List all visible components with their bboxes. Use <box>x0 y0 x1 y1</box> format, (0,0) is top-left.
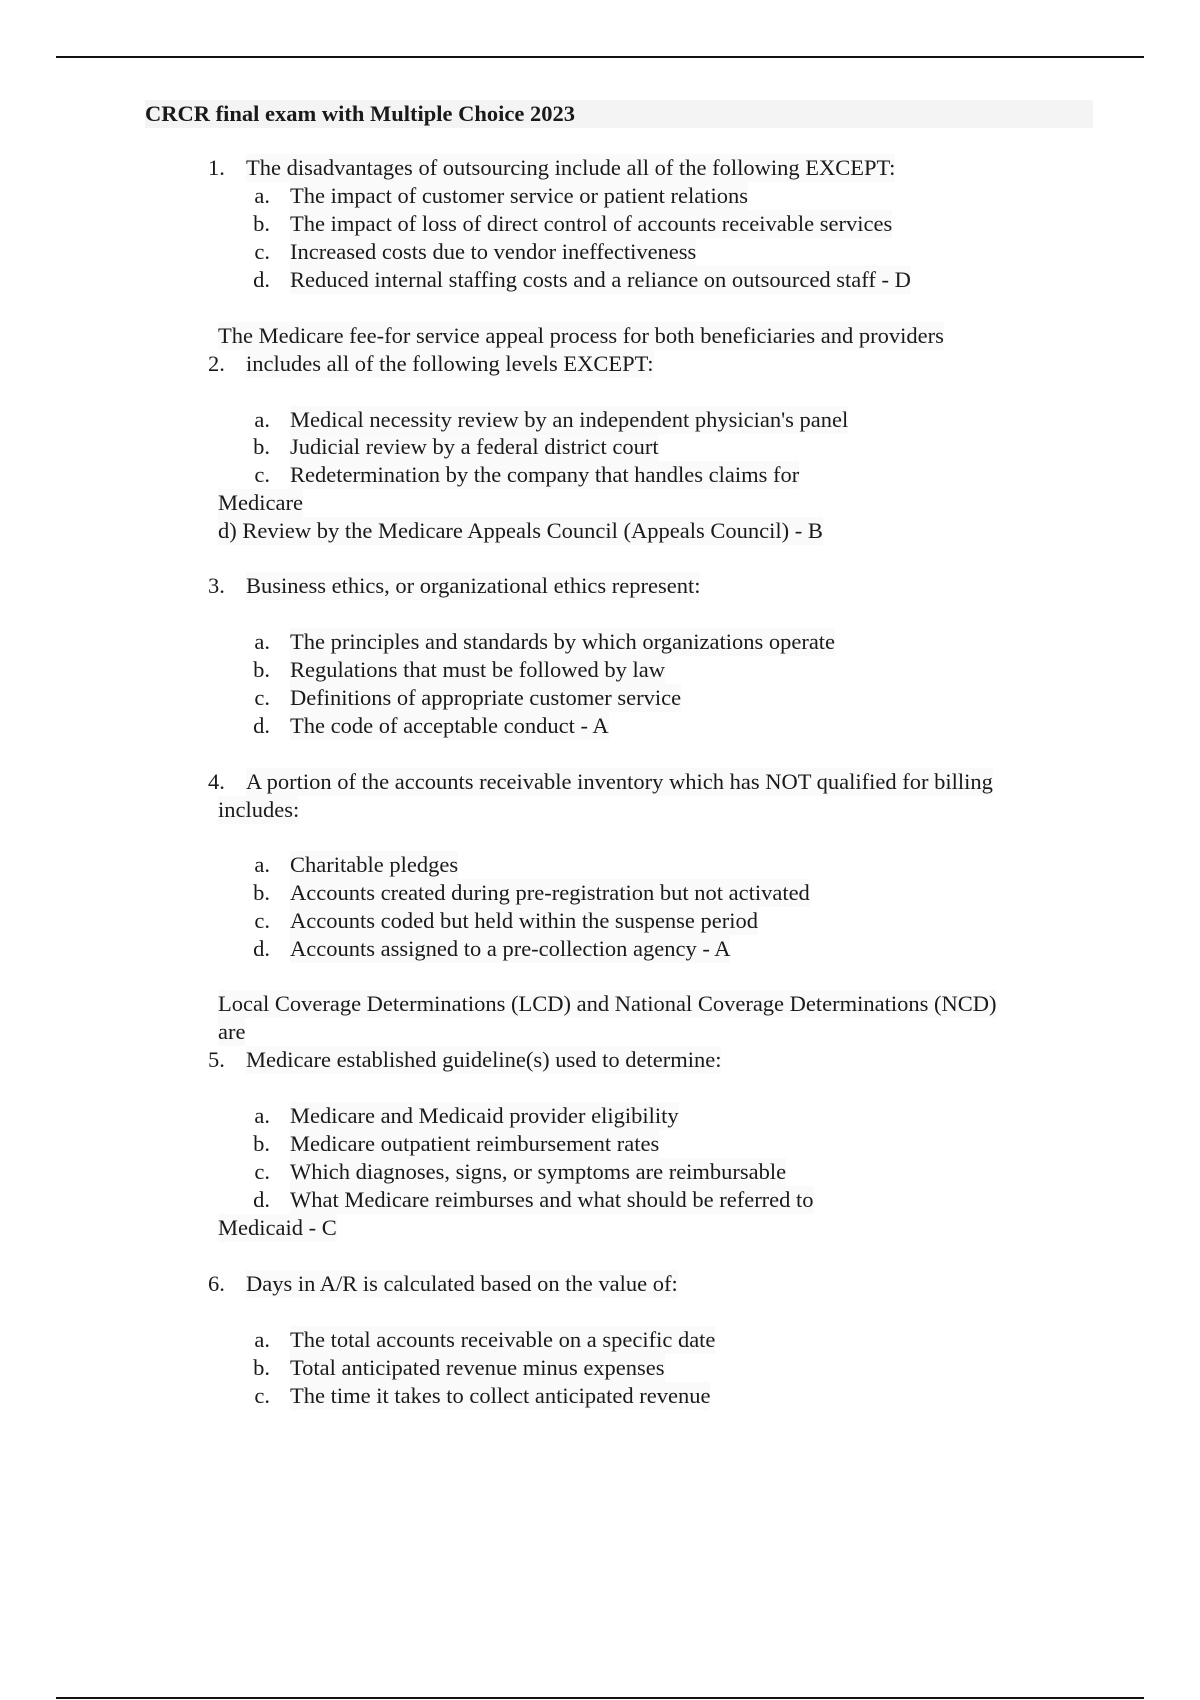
q3-stem: Business ethics, or organizational ethics represent: <box>246 573 701 598</box>
q1-option-d-letter: d. <box>253 267 270 292</box>
q5-number: 5. <box>208 1047 225 1072</box>
q3-option-a-letter: a. <box>254 629 270 654</box>
q4-stem-continuation: includes: <box>218 797 300 822</box>
q2-option-b: Judicial review by a federal district court <box>290 434 659 459</box>
document-title: CRCR final exam with Multiple Choice 2023 <box>145 100 1093 128</box>
q2-number: 2. <box>208 351 225 376</box>
q1-option-b-letter: b. <box>253 211 270 236</box>
q1-option-b: The impact of loss of direct control of accounts receivable services <box>290 211 893 236</box>
q3-option-b-letter: b. <box>253 657 270 682</box>
q2-option-c-continuation: Medicare <box>218 490 303 515</box>
q6-stem: Days in A/R is calculated based on the value of: <box>246 1271 678 1296</box>
q4-option-c-letter: c. <box>254 908 270 933</box>
q4-option-d: Accounts assigned to a pre-collection agency - A <box>290 936 731 961</box>
q5-option-d-letter: d. <box>253 1187 270 1212</box>
q4-option-a: Charitable pledges <box>290 852 459 877</box>
q6-option-b-letter: b. <box>253 1355 270 1380</box>
q1-option-d: Reduced internal staffing costs and a reliance on outsourced staff - D <box>290 267 911 292</box>
q1-option-a: The impact of customer service or patient relations <box>290 183 748 208</box>
q4-option-b: Accounts created during pre-registration but not activated <box>290 880 810 905</box>
q5-option-d: What Medicare reimburses and what should be referred to <box>290 1187 814 1212</box>
bottom-rule <box>56 1697 1144 1699</box>
q6-number: 6. <box>208 1271 225 1296</box>
q2-option-a: Medical necessity review by an independent physician's panel <box>290 407 849 432</box>
q5-option-d-continuation: Medicaid - C <box>218 1215 337 1240</box>
q6-option-c: The time it takes to collect anticipated revenue <box>290 1383 711 1408</box>
q4-option-b-letter: b. <box>253 880 270 905</box>
q4-stem: A portion of the accounts receivable inventory which has NOT qualified for billing <box>246 769 993 794</box>
q3-option-a: The principles and standards by which organizations operate <box>290 629 836 654</box>
q5-option-a-letter: a. <box>254 1103 270 1128</box>
q2-option-c: Redetermination by the company that handles claims for <box>290 462 800 487</box>
q6-option-a: The total accounts receivable on a specific date <box>290 1327 716 1352</box>
q5-option-b: Medicare outpatient reimbursement rates <box>290 1131 660 1156</box>
q4-number: 4. <box>208 769 225 794</box>
q5-option-c: Which diagnoses, signs, or symptoms are reimbursable <box>290 1159 787 1184</box>
q4-option-a-letter: a. <box>254 852 270 877</box>
q6-option-a-letter: a. <box>254 1327 270 1352</box>
q5-pre-line-2: are <box>218 1019 246 1044</box>
q2-option-c-letter: c. <box>254 462 270 487</box>
q2-stem: includes all of the following levels EXCEPT: <box>246 351 654 376</box>
q5-option-c-letter: c. <box>254 1159 270 1184</box>
q1-option-a-letter: a. <box>254 183 270 208</box>
q2-option-b-letter: b. <box>253 434 270 459</box>
q5-pre-line: Local Coverage Determinations (LCD) and National Coverage Determinations (NCD) <box>218 991 997 1016</box>
q3-option-d: The code of acceptable conduct - A <box>290 713 609 738</box>
q4-option-d-letter: d. <box>253 936 270 961</box>
q6-option-c-letter: c. <box>254 1383 270 1408</box>
q5-option-a: Medicare and Medicaid provider eligibility <box>290 1103 679 1128</box>
q3-option-d-letter: d. <box>253 713 270 738</box>
q4-option-c: Accounts coded but held within the suspense period <box>290 908 759 933</box>
q3-number: 3. <box>208 573 225 598</box>
q3-option-b: Regulations that must be followed by law <box>290 657 665 682</box>
q1-option-c: Increased costs due to vendor ineffectiveness <box>290 239 697 264</box>
top-rule <box>56 56 1144 58</box>
q3-option-c-letter: c. <box>254 685 270 710</box>
q2-option-d: d) Review by the Medicare Appeals Council (Appeals Council) - B <box>218 518 823 543</box>
q1-stem: The disadvantages of outsourcing include all of the following EXCEPT: <box>246 155 896 180</box>
q6-option-b: Total anticipated revenue minus expenses <box>290 1355 665 1380</box>
q2-pre-line: The Medicare fee-for service appeal process for both beneficiaries and providers <box>218 323 944 348</box>
q5-option-b-letter: b. <box>253 1131 270 1156</box>
q5-stem: Medicare established guideline(s) used to determine: <box>246 1047 722 1072</box>
q3-option-c: Definitions of appropriate customer service <box>290 685 682 710</box>
q1-option-c-letter: c. <box>254 239 270 264</box>
q2-option-a-letter: a. <box>254 407 270 432</box>
q1-number: 1. <box>208 155 225 180</box>
